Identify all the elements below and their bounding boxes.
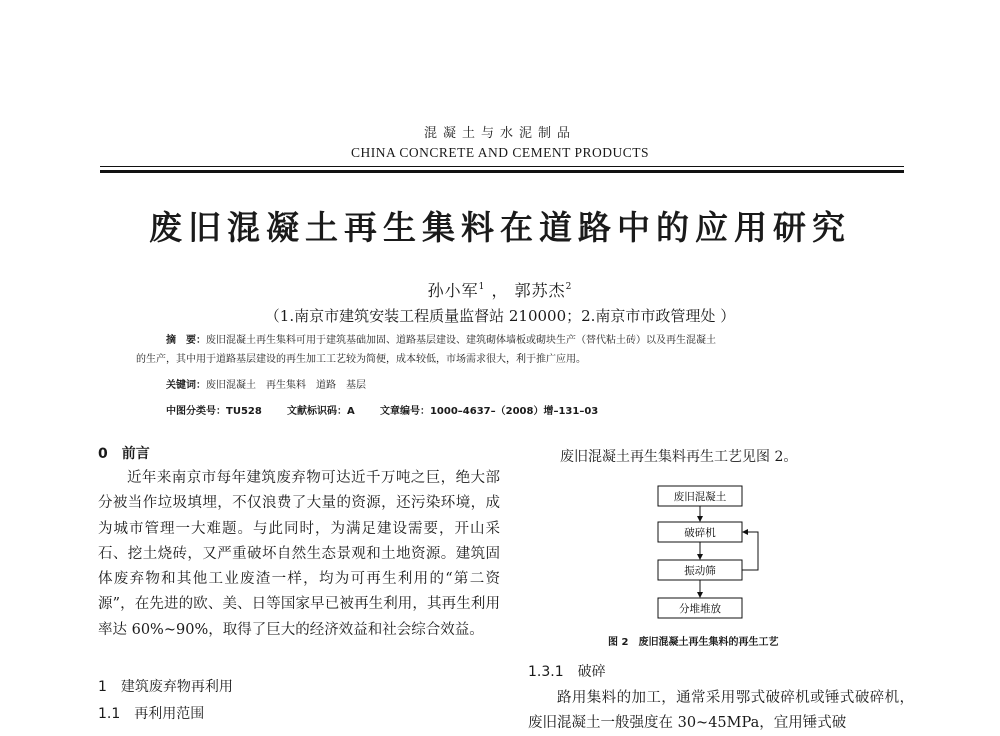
heading-0-preface: 0 前言 (98, 446, 150, 462)
author-2-affil-mark: 2 (565, 282, 573, 292)
keywords-label: 关键词： (166, 380, 206, 391)
flow-label-stockpile: 分堆堆放 (679, 603, 721, 615)
flow-return-arrow (742, 532, 758, 570)
author-line (0, 278, 1000, 301)
document-code: 文献标识码：A (287, 406, 355, 417)
heading-1: 1 建筑废弃物再利用 (98, 679, 233, 695)
heading-1-1: 1.1 再利用范围 (98, 706, 205, 722)
header-rule-thick (100, 170, 904, 173)
article-number: 文章编号：1000–4637–（2008）增–131–03 (379, 406, 599, 417)
header-rule-thin (100, 166, 904, 167)
figure-caption: 图 2 废旧混凝土再生集料的再生工艺 (608, 637, 779, 648)
abstract-line-1 (166, 331, 716, 346)
affiliations: （1.南京市建筑安装工程质量监督站 210000；2.南京市市政管理处 ） (264, 307, 736, 325)
flow-label-vibrating-screen: 振动筛 (684, 565, 716, 577)
journal-name-cn: 混凝土与水泥制品 (423, 126, 576, 141)
figure-intro-text: 废旧混凝土再生集料再生工艺见图 2。 (560, 449, 798, 465)
crushing-paragraph: 路用集料的加工，通常采用鄂式破碎机或锤式破碎机，废旧混凝土一般强度在 30~45MPa，宜用锤式破 (528, 690, 914, 731)
classification-line (166, 402, 620, 417)
author-2: 郭苏杰 (514, 281, 566, 300)
flow-label-waste-concrete: 废旧混凝土 (673, 491, 727, 503)
keywords-line (166, 376, 366, 391)
journal-name-en: CHINA CONCRETE AND CEMENT PRODUCTS (350, 145, 650, 160)
process-flowchart (650, 485, 770, 625)
heading-1-3-1: 1.3.1 破碎 (528, 664, 606, 680)
abstract-text-1: 废旧混凝土再生集料可用于建筑基础加固、道路基层建设、建筑砌体墙板或砌块生产（替代粘土砖）以及再生混凝土 (206, 335, 716, 346)
intro-paragraph: 近年来南京市每年建筑废弃物可达近千万吨之巨，绝大部分被当作垃圾填埋，不仅浪费了大量的资源，还污染环境，成为城市管理一大难题。与此同时，为满足建设需要，开山采石、挖土烧砖，又严重破坏自然生态景观和土地资源。建筑固体废弃物和其他工业废渣一样，均为可再生利用的“第二资源”，在先进的欧、美、日等国家早已被再生利用，其再生利用率达 60%~90%，取得了巨大的经济效益和社会综合效益。 (98, 470, 500, 638)
author-1-affil-mark: 1 (478, 282, 486, 292)
abstract-label: 摘 要： (166, 335, 206, 346)
article-title: 废旧混凝土再生集料在道路中的应用研究 (149, 208, 851, 247)
flow-label-crusher: 破碎机 (684, 527, 716, 539)
keywords-text: 废旧混凝土 再生集料 道路 基层 (206, 380, 366, 391)
author-1: 孙小军 (427, 281, 479, 300)
abstract-line-2: 的生产，其中用于道路基层建设的再生加工工艺较为简便，成本较低，市场需求很大，利于推广应用。 (136, 354, 586, 365)
clc-number: 中图分类号：TU528 (166, 406, 262, 417)
author-separator: ， (491, 281, 509, 300)
